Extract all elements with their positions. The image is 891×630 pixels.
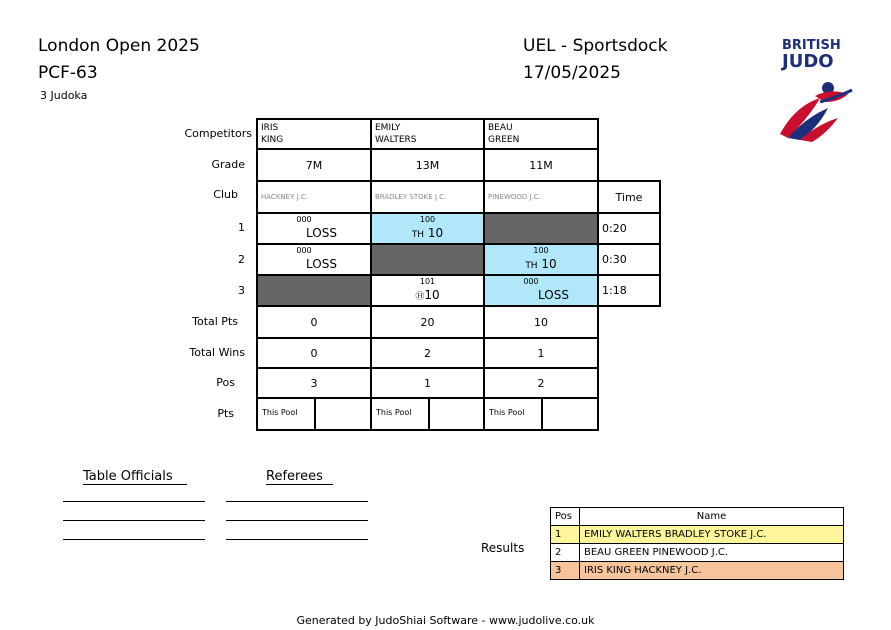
this-pool-label: This Pool — [489, 408, 525, 417]
label-total-pts: Total Pts — [192, 315, 238, 328]
results-row — [551, 544, 844, 562]
pos-value: 3 — [310, 377, 318, 390]
competitor-2-club — [370, 180, 485, 214]
results-pos: 3 — [551, 562, 580, 580]
match-2-competitor-2-blocked — [370, 243, 485, 276]
competitor-1-name — [256, 118, 372, 150]
competitor-3-name — [483, 118, 599, 150]
referee-signature-line — [226, 539, 368, 540]
official-signature-line — [63, 539, 205, 540]
grade-value: 11M — [529, 159, 553, 172]
logo-line2: JUDO — [782, 51, 834, 72]
total-pts-value: 10 — [534, 316, 548, 329]
competitor-1-grade — [256, 148, 372, 182]
pos-value: 1 — [424, 377, 431, 390]
label-grade: Grade — [211, 158, 245, 171]
competitor-2-last: WALTERS — [375, 135, 417, 145]
results-pos: 1 — [551, 526, 580, 544]
results-header-name: Name — [580, 508, 844, 526]
results-name: IRIS KING HACKNEY J.C. — [580, 562, 844, 580]
match-2-competitor-3 — [483, 243, 599, 276]
match-result: 10 — [427, 226, 444, 240]
competitor-3-grade — [483, 148, 599, 182]
results-table — [550, 507, 844, 580]
results-name: EMILY WALTERS BRADLEY STOKE J.C. — [580, 526, 844, 544]
match-score: 000 — [296, 246, 312, 255]
club-value: PINEWOOD J.C. — [488, 193, 541, 201]
judoka-emblem-icon — [770, 76, 860, 146]
competitor-1-last: KING — [261, 135, 284, 145]
event-title: London Open 2025 — [38, 36, 200, 56]
pos-value: 2 — [537, 377, 545, 390]
technique-code: TH — [525, 261, 538, 271]
competitor-3-club — [483, 180, 599, 214]
match-1-competitor-1 — [256, 212, 372, 245]
british-judo-logo — [770, 38, 860, 148]
competitor-2-first: EMILY — [375, 123, 401, 133]
referee-signature-line — [226, 501, 368, 502]
competitor-3-first: BEAU — [488, 123, 513, 133]
results-header-pos: Pos — [551, 508, 580, 526]
competitor-2-total-wins — [370, 337, 485, 369]
match-1-competitor-2 — [370, 212, 485, 245]
competitor-3-pts — [483, 397, 599, 431]
competitor-3-pos — [483, 367, 599, 399]
match-score: 100 — [419, 215, 436, 224]
match-result: 10 — [541, 257, 557, 271]
results-label: Results — [481, 541, 525, 555]
label-pts: Pts — [217, 407, 234, 420]
label-match-1: 1 — [238, 221, 245, 234]
club-value: BRADLEY STOKE J.C. — [375, 193, 447, 201]
match-2-competitor-1 — [256, 243, 372, 276]
competitor-2-pts — [370, 397, 485, 431]
table-officials-heading: Table Officials — [83, 469, 187, 485]
competitor-2-name — [370, 118, 485, 150]
total-pts-value: 20 — [420, 316, 435, 329]
results-row — [551, 562, 844, 580]
category-title: PCF-63 — [38, 63, 98, 83]
competitor-3-total-wins — [483, 337, 599, 369]
club-value: HACKNEY J.C. — [261, 193, 308, 201]
official-signature-line — [63, 501, 205, 502]
results-pos: 2 — [551, 544, 580, 562]
total-wins-value: 2 — [424, 347, 431, 360]
hansoku-icon: Ⓗ — [415, 292, 425, 302]
match-2-time — [597, 243, 661, 276]
results-name: BEAU GREEN PINEWOOD J.C. — [580, 544, 844, 562]
match-1-time — [597, 212, 661, 245]
competitor-2-grade — [370, 148, 485, 182]
competitor-1-pos — [256, 367, 372, 399]
label-match-3: 3 — [238, 284, 245, 297]
competitor-2-total-pts — [370, 305, 485, 339]
competitor-3-total-pts — [483, 305, 599, 339]
label-pos: Pos — [216, 376, 235, 389]
match-result: LOSS — [306, 226, 337, 240]
this-pool-label: This Pool — [262, 408, 298, 417]
competitor-3-last: GREEN — [488, 135, 520, 145]
match-1-competitor-3-blocked — [483, 212, 599, 245]
match-result: LOSS — [306, 257, 337, 271]
time-value: 0:20 — [602, 222, 627, 235]
label-club: Club — [213, 188, 238, 201]
judoka-count: 3 Judoka — [40, 89, 88, 102]
technique-code: TH — [411, 230, 425, 240]
time-header — [597, 180, 661, 214]
competitor-1-club — [256, 180, 372, 214]
label-competitors: Competitors — [184, 127, 252, 140]
competitor-1-first: IRIS — [261, 123, 279, 133]
footer-credit: Generated by JudoShiai Software - www.judolive.co.uk — [296, 614, 595, 627]
match-score: 000 — [523, 277, 539, 286]
grade-value: 7M — [305, 159, 323, 172]
total-wins-value: 1 — [537, 347, 545, 360]
label-total-wins: Total Wins — [189, 346, 245, 359]
match-3-competitor-1-blocked — [256, 274, 372, 307]
label-match-2: 2 — [238, 253, 245, 266]
competitor-1-pts — [256, 397, 372, 431]
match-score: 101 — [419, 277, 436, 286]
total-pts-value: 0 — [310, 316, 318, 329]
this-pool-label: This Pool — [376, 408, 412, 417]
match-3-time — [597, 274, 661, 307]
results-row — [551, 526, 844, 544]
logo-line1: BRITISH — [782, 38, 841, 53]
date-title: 17/05/2025 — [523, 63, 621, 83]
referees-heading: Referees — [266, 469, 333, 485]
referee-signature-line — [226, 520, 368, 521]
time-value: 0:30 — [602, 253, 627, 266]
competitor-1-total-pts — [256, 305, 372, 339]
match-score: 000 — [296, 215, 312, 224]
match-result: 10 — [424, 288, 440, 302]
match-score: 100 — [533, 246, 549, 255]
match-3-competitor-3 — [483, 274, 599, 307]
total-wins-value: 0 — [310, 347, 318, 360]
grade-value: 13M — [415, 159, 440, 172]
competitor-2-pos — [370, 367, 485, 399]
results-header-row — [551, 508, 844, 526]
official-signature-line — [63, 520, 205, 521]
competitor-1-total-wins — [256, 337, 372, 369]
match-result: LOSS — [538, 288, 569, 302]
time-value: 1:18 — [602, 284, 627, 297]
venue-title: UEL - Sportsdock — [523, 36, 668, 56]
time-header-label: Time — [615, 191, 643, 204]
